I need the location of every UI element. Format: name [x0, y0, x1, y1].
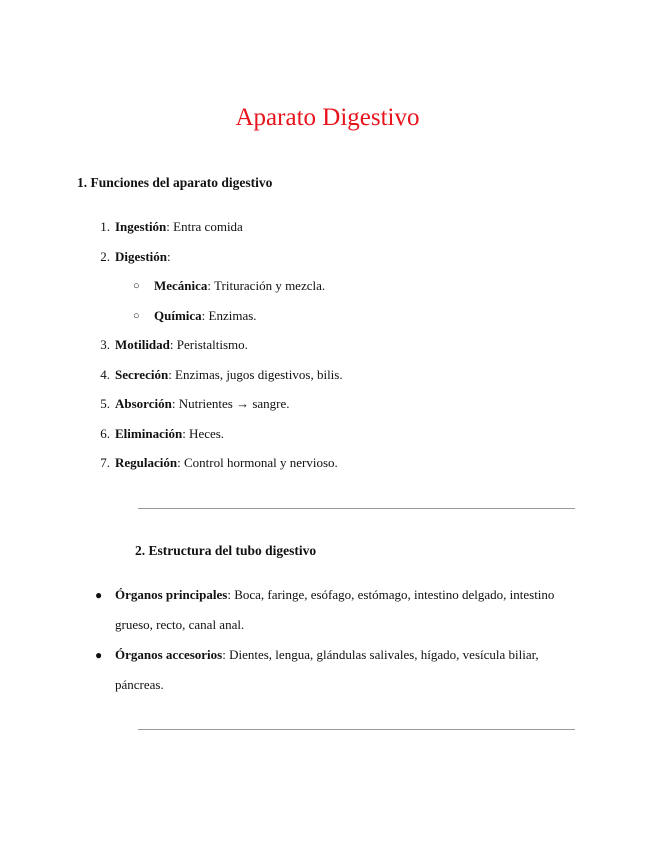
list-desc: : Entra comida	[166, 219, 243, 234]
list-desc: : Dientes, lengua, glándulas salivales, hígado, vesícula biliar, páncreas.	[115, 647, 539, 692]
horizontal-divider	[138, 729, 575, 730]
circle-bullet-icon: ○	[133, 280, 140, 292]
list-desc: : Peristaltismo.	[169, 337, 248, 352]
list-number: 4.	[100, 367, 110, 382]
list-desc: : Control hormonal y nervioso.	[177, 455, 338, 470]
list-desc: : Enzimas, jugos digestivos, bilis.	[168, 367, 343, 382]
list-term: Regulación	[115, 455, 178, 470]
disc-bullet-icon: ●	[95, 588, 103, 602]
list-number: 5.	[100, 396, 110, 411]
document-title: Aparato Digestivo	[235, 104, 420, 131]
horizontal-divider	[138, 508, 575, 509]
list-term: Órganos accesorios	[115, 647, 223, 662]
list-term: Química	[154, 308, 202, 323]
circle-bullet-icon: ○	[133, 310, 140, 322]
list-term: Mecánica	[154, 278, 208, 293]
list-number: 1.	[100, 219, 110, 234]
list-number: 6.	[100, 426, 110, 441]
list-term: Ingestión	[115, 219, 167, 234]
disc-bullet-icon: ●	[95, 648, 103, 662]
list-desc: :	[167, 249, 171, 264]
list-term: Absorción	[115, 396, 172, 411]
list-term: Secreción	[115, 367, 169, 382]
list-number: 3.	[100, 337, 110, 352]
list-desc: : Nutrientes → sangre.	[171, 396, 290, 411]
list-desc: : Boca, faringe, esófago, estómago, intestino delgado, intestino grueso, recto, canal anal.	[115, 587, 555, 632]
list-number: 2.	[100, 249, 110, 264]
list-desc: : Trituración y mezcla.	[207, 278, 326, 293]
section-heading-estructura: 2. Estructura del tubo digestivo	[135, 543, 317, 558]
list-term: Digestión	[115, 249, 167, 264]
section-heading-funciones: 1. Funciones del aparato digestivo	[77, 175, 273, 190]
list-term: Eliminación	[115, 426, 183, 441]
list-number: 7.	[100, 455, 110, 470]
list-term: Motilidad	[115, 337, 170, 352]
list-desc: : Enzimas.	[201, 308, 257, 323]
list-term: Órganos principales	[115, 587, 228, 602]
list-desc: : Heces.	[182, 426, 225, 441]
